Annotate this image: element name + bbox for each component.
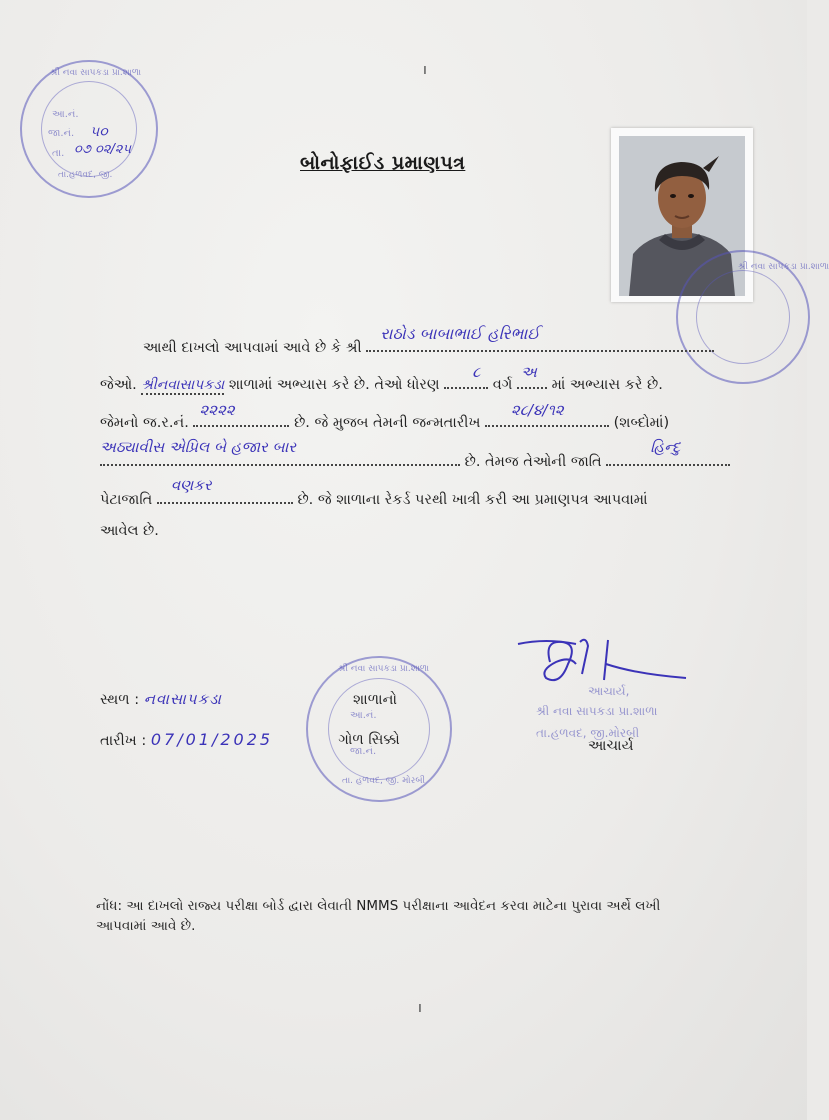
top-left-stamp-ring-text: શ્રી નવા સાપકડા પ્રા.શાળા <box>50 68 142 78</box>
para6-line: આવેલ છે. <box>100 523 159 539</box>
principal-label: આચાર્ય <box>588 738 634 754</box>
register-no-value: ૨૨૨૨ <box>199 401 235 419</box>
subcaste-value: વણકર <box>170 476 212 494</box>
dob-value: ૨૮/૪/૧૨ <box>511 401 564 419</box>
date-value: 07/01/2025 <box>150 730 274 749</box>
standard-field <box>444 363 488 389</box>
para4-part1: છે. તેમજ તેઓની જાતિ <box>464 454 602 470</box>
religion-field <box>606 438 730 466</box>
principal-stamp-line2: શ્રી નવા સાપકડા પ્રા.શાળા <box>536 704 658 718</box>
top-left-stamp <box>20 60 158 198</box>
top-mark: ı <box>423 62 427 78</box>
note-line2: આપવામાં આવે છે. <box>96 918 196 934</box>
top-left-stamp-bottom-text: તા.હળવદ, જી. <box>58 170 113 180</box>
photo-stamp-ring-text: શ્રી નવા સાપકડા પ્રા.શાળા <box>738 262 829 272</box>
principal-stamp-line3: તા.હળવદ, જી.મોરબી <box>536 726 640 740</box>
para4-line <box>100 438 730 470</box>
round-seal-bottom-text: તા. હળવદ, જી. મોરબી <box>342 776 426 786</box>
top-left-stamp-field2-value: ૫૦ <box>90 124 108 140</box>
para1-line <box>143 324 714 356</box>
top-left-stamp-field1: આ.નં. <box>52 109 79 120</box>
para3-line <box>100 401 670 431</box>
para1-lead: આથી દાખલો આપવામાં આવે છે કે શ્રી <box>143 340 362 356</box>
date-label: તારીખ : <box>100 733 147 749</box>
seal-label-2: ગોળ સિક્કો <box>338 732 400 748</box>
religion-value: હિન્દુ <box>650 438 681 456</box>
division-field <box>517 363 547 389</box>
document-title: બોનોફાઈડ પ્રમાણપત્ર <box>300 152 466 174</box>
para5-line <box>100 476 648 508</box>
place-line <box>100 690 222 708</box>
bottom-mark: ı <box>418 1000 422 1016</box>
round-seal-field2: જા.નં. <box>350 746 377 757</box>
para3-part2: છે. જે મુજબ તેમની જન્મતારીખ <box>294 415 481 431</box>
dob-field <box>485 401 609 427</box>
principal-stamp-line1: આચાર્ય, <box>588 684 630 698</box>
student-name-value: રાઠોડ બાબાભાઈ હરિભાઈ <box>380 324 540 343</box>
note-line1: નોંધ: આ દાખલો રાજ્ય પરીક્ષા બોર્ડ દ્વારા લેવાતી NMMS પરીક્ષાના આવેદન કરવા માટેના પુરાવા અર્થે લખી <box>96 898 661 914</box>
para2-part4: માં અભ્યાસ કરે છે. <box>551 377 663 393</box>
photo-stamp <box>676 250 829 384</box>
standard-value: ૮ <box>472 363 481 381</box>
para2-part2: શાળામાં અભ્યાસ કરે છે. તેઓ ધોરણ <box>228 377 440 393</box>
division-value: અ <box>520 363 537 381</box>
para2-part1: જેઓ. <box>100 377 137 393</box>
school-name-value: શ્રીનવાસાપકડા <box>141 377 225 393</box>
place-label: સ્થળ : <box>100 692 140 708</box>
para2-part3: વર્ગ <box>492 377 513 393</box>
dob-words-value: અઠ્યાવીસ એપ્રિલ બે હજાર બાર <box>100 438 297 456</box>
para3-part3: (શબ્દોમાં) <box>613 415 670 431</box>
dob-words-field <box>100 438 460 466</box>
student-name-field <box>366 324 714 352</box>
seal-label-1: શાળાનો <box>352 692 398 708</box>
round-seal-stamp <box>306 656 452 802</box>
top-left-stamp-field3-value: ૦૭ ૦૨/૨૫ <box>74 142 132 157</box>
register-no-field <box>193 401 289 427</box>
date-line <box>100 730 273 749</box>
para5-part2: છે. જે શાળાના રેકર્ડ પરથી ખાત્રી કરી આ પ્રમાણપત્ર આપવામાં <box>297 492 648 508</box>
top-left-stamp-field3: તા. <box>52 148 65 159</box>
para3-part1: જેમનો જ.ર.નં. <box>100 415 189 431</box>
subcaste-field <box>157 476 293 504</box>
para2-line <box>100 363 663 393</box>
para5-part1: પેટાજાતિ <box>100 492 153 508</box>
round-seal-field1: આ.નં. <box>350 710 377 721</box>
place-value: નવાસાપકડા <box>143 690 222 708</box>
round-seal-ring-text: શ્રી નવા સાપકડા પ્રા.શાળા <box>338 664 430 674</box>
top-left-stamp-field2: જા.નં. <box>48 128 75 139</box>
